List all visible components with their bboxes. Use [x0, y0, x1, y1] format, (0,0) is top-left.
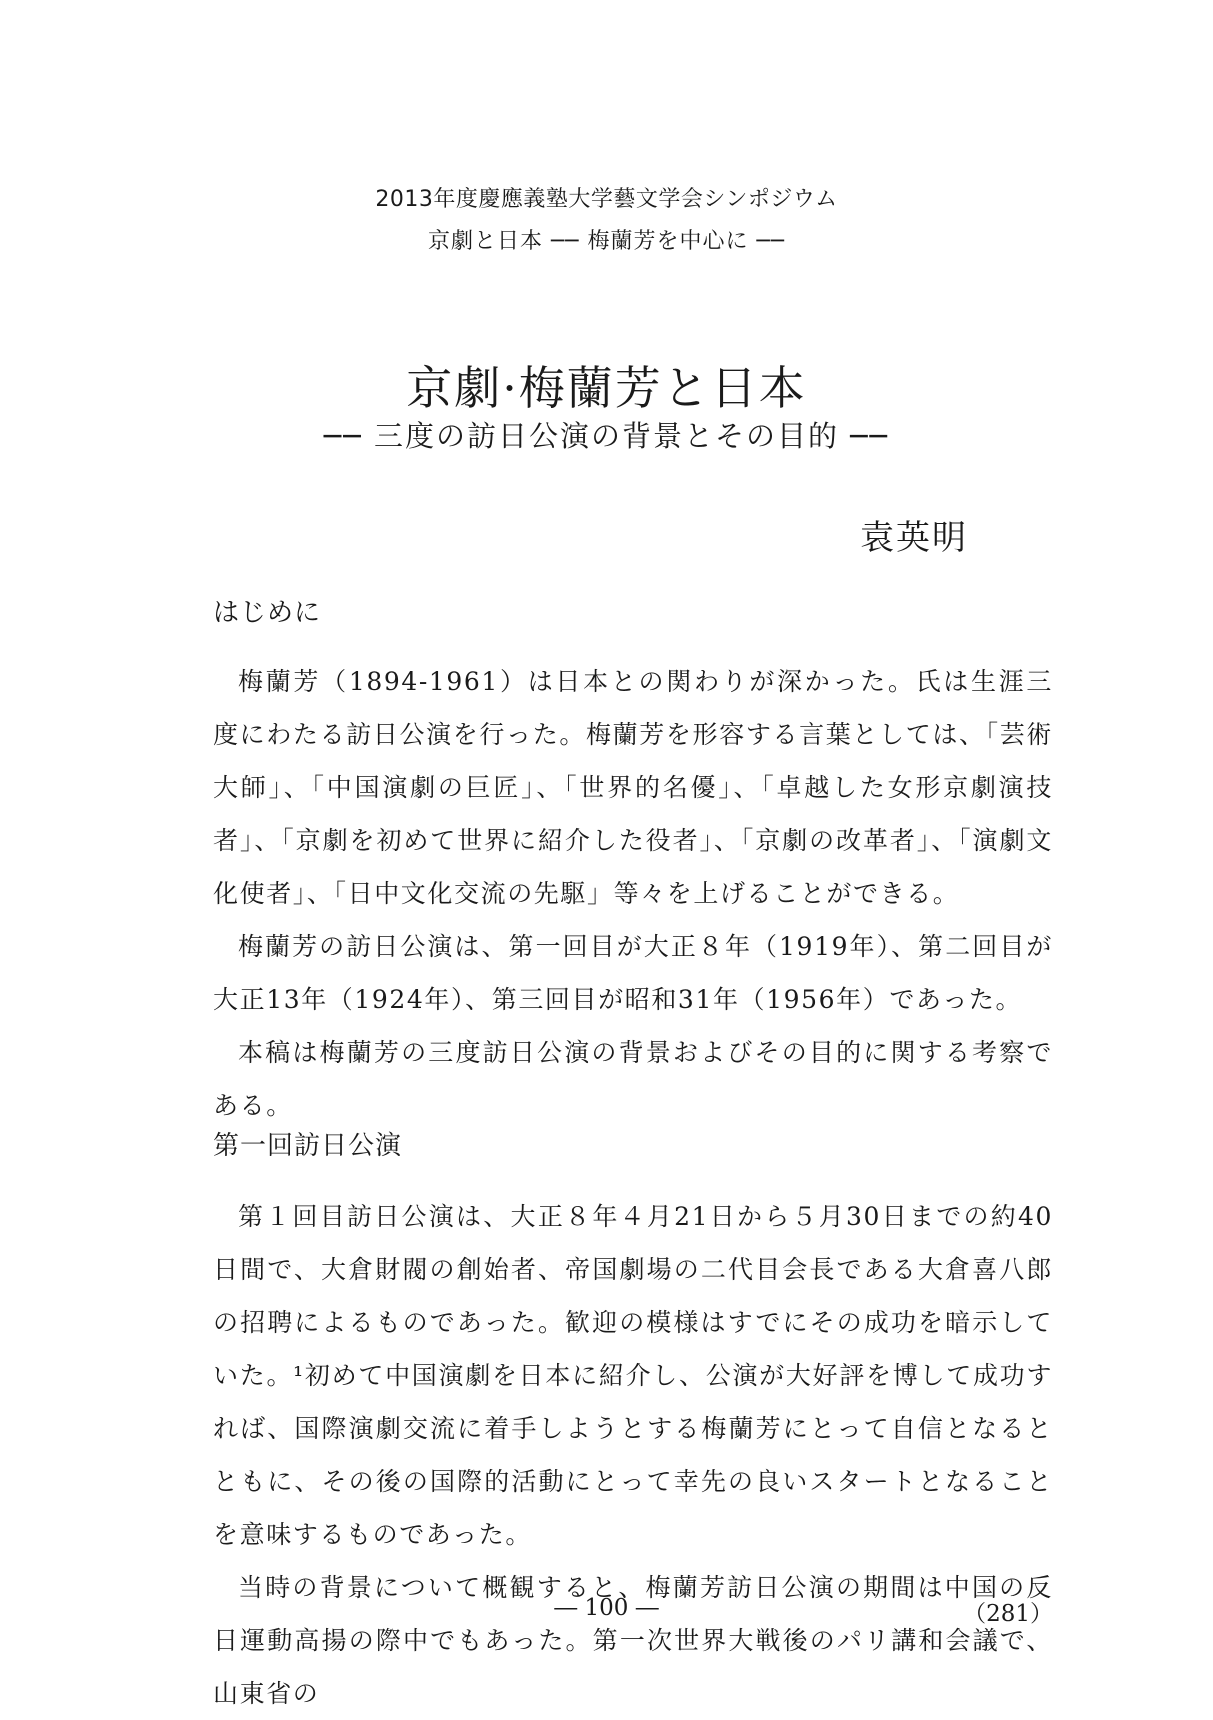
- author-name: 袁英明: [860, 518, 968, 558]
- paragraph: 本稿は梅蘭芳の三度訪日公演の背景およびその目的に関する考察である。: [213, 1038, 1053, 1120]
- article-title: 京劇·梅蘭芳と日本: [406, 361, 807, 415]
- section-heading-introduction: はじめに: [213, 598, 322, 628]
- section-body-first-visit: [213, 1190, 1053, 1720]
- page-number: ― 100 ―: [554, 1595, 659, 1621]
- paragraph: 当時の背景について概観すると、梅蘭芳訪日公演の期間は中国の反日運動高揚の際中でもあった。第一次世界大戦後のパリ講和会議で、山東省の: [213, 1573, 1053, 1708]
- original-page-number: （281）: [963, 1601, 1053, 1627]
- paragraph: 梅蘭芳の訪日公演は、第一回目が大正８年（1919年）、第二回目が大正13年（1924年）、第三回目が昭和31年（1956年）であった。: [213, 932, 1053, 1014]
- paragraph: 梅蘭芳（1894-1961）は日本との関わりが深かった。氏は生涯三度にわたる訪日公演を行った。梅蘭芳を形容する言葉としては、「芸術大師」、「中国演劇の巨匠」、「世界的名優」、「卓越した女形京劇演技者」、「京劇を初めて世界に紹介した役者」、「京劇の改革者」、「演劇文化使者」、「日中文化交流の先駆」等々を上げることができる。: [213, 667, 1053, 908]
- paragraph: 第１回目訪日公演は、大正８年４月21日から５月30日までの約40日間で、大倉財閥の創始者、帝国劇場の二代目会長である大倉喜八郎の招聘によるものであった。歓迎の模様はすでにその成功を暗示していた。¹初めて中国演劇を日本に紹介し、公演が大好評を博して成功すれば、国際演劇交流に着手しようとする梅蘭芳にとって自信となるとともに、その後の国際的活動にとって幸先の良いスタートとなることを意味するものであった。: [213, 1202, 1053, 1549]
- section-heading-first-visit: 第一回訪日公演: [213, 1131, 403, 1161]
- article-subtitle: ── 三度の訪日公演の背景とその目的 ──: [323, 419, 890, 453]
- symposium-subtitle: 京劇と日本 ── 梅蘭芳を中心に ──: [428, 229, 785, 254]
- symposium-title: 2013年度慶應義塾大学藝文学会シンポジウム: [375, 187, 838, 212]
- section-body-introduction: [213, 655, 1053, 1132]
